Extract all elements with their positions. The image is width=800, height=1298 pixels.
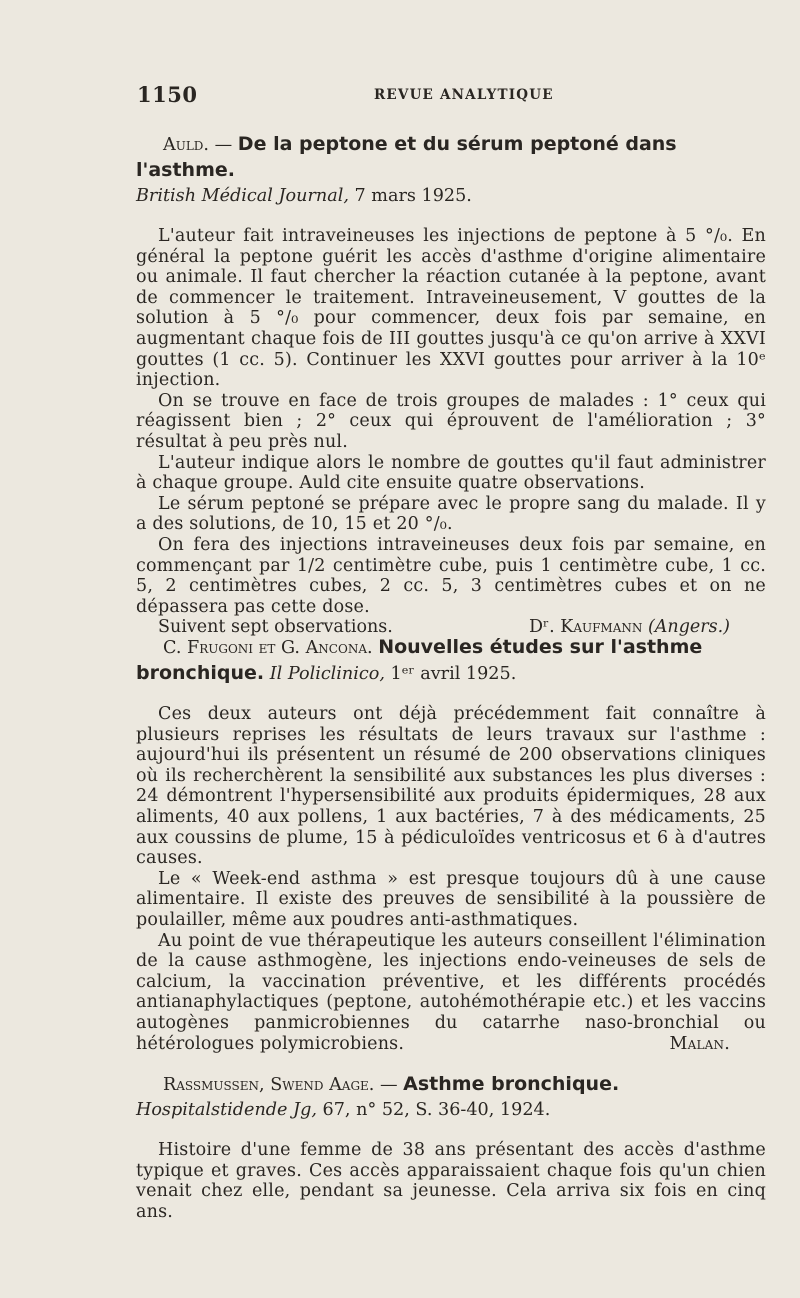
article-frugoni [136,635,766,1055]
page-number: 1150 [137,82,198,107]
signature-name: Dʳ. Kaufmann [529,617,643,638]
signature-name: Malan. [669,1034,730,1055]
article-date: 67, n° 52, S. 36-40, 1924. [322,1100,551,1120]
article-journal: Hospitalstidende Jg, [136,1100,317,1120]
article-paragraph: L'auteur fait intraveineuses les injections de peptone à 5 °/₀. En général la peptone guérit les accès d'asthme d'origine alimentaire ou animale. Il faut chercher la réaction cutanée à la peptone, avant de commencer le traitement. Intraveineusement, V gouttes de la solution à 5 °/₀ pour commencer, deux fois par semaine, en augmentant chaque fois de III gouttes jusqu'à ce qu'on arrive à XXVI gouttes (1 cc. 5). Continuer les XXVI gouttes pour arriver à la 10ᵉ injection. [136,226,766,391]
article-paragraph: Le sérum peptoné se prépare avec le propre sang du malade. Il y a des solutions, de 10, 15 et 20 °/₀. [136,493,766,535]
article-paragraph: Ces deux auteurs ont déjà précédemment fait connaître à plusieurs reprises les résultats de leurs travaux sur l'asthme : aujourd'hui ils présentent un résumé de 200 observations cliniques où ils recherchèrent la sensibilité aux substances les plus diverses : 24 démontrent l'hypersensibilité aux produits épidermiques, 28 aux aliments, 40 aux pollens, 1 aux bactéries, 7 à des médicaments, 25 aux coussins de plume, 15 à pédiculoïdes ventricosus et 6 à d'autres causes. [136,704,766,869]
article-date: 7 mars 1925. [354,186,472,206]
article-closing: Suivent sept observations. [158,617,393,638]
article-author: Rassmussen, Swend Aage. [163,1075,375,1095]
page-header [137,82,760,112]
article-auld [136,132,766,638]
article-author: C. Frugoni et G. Ancona. [163,638,373,658]
running-title: REVUE ANALYTIQUE [374,87,554,103]
article-journal: Il Policlinico, [269,664,385,684]
article-title: Nouvelles études sur l'asthme bronchique. [136,636,703,684]
article-paragraph: On se trouve en face de trois groupes de malades : 1° ceux qui réagissent bien ; 2° ceux qui éprouvent de l'amélioration ; 3° résultat à peu près nul. [136,390,766,452]
article-heading [136,635,766,687]
article-heading: Auld. — De la peptone et du sérum peptoné dans l'asthme. British Médical Journal, 7 mars 1925. [136,133,677,206]
signature-city: (Angers.) [647,617,730,638]
article-paragraph: Au point de vue thérapeutique les auteurs conseillent l'élimination de la cause asthmogène, les injections endo-veineuses de sels de calcium, la vaccination préventive, et les différents procédés antianaphylactiques (peptone, autohémothérapie etc.) et les vaccins autogènes panmicrobiennes du catarrhe naso-bronchial ou hétérologues polymicrobiens. [136,930,766,1054]
article-paragraph: L'auteur indique alors le nombre de gouttes qu'il faut administrer à chaque groupe. Auld cite ensuite quatre observations. [136,452,766,494]
article-author: Auld [163,135,204,155]
article-title: De la peptone et du sérum peptoné dans l'asthme. [136,133,677,181]
article-journal: British Médical Journal, [136,186,349,206]
article-paragraph: Le « Week-end asthma » est presque toujours dû à une cause alimentaire. Il existe des preuves de sensibilité à la poussière de poulailler, même aux poudres anti-asthmatiques. [136,868,766,930]
article-date: 1ᵉʳ avril 1925. [390,664,517,684]
article-paragraph: On fera des injections intraveineuses deux fois par semaine, en commençant par 1/2 centimètre cube, puis 1 centimètre cube, 1 cc. 5, 2 centimètres cubes, 2 cc. 5, 3 centimètres cubes et on ne dépassera pas cette dose. [136,534,766,617]
article-rassmussen [136,1072,766,1222]
article-heading: Rassmussen, Swend Aage. — Asthme bronchique. Hospitalstidende Jg, 67, n° 52, S. 36-40, 1924. [136,1073,620,1120]
article-paragraph: Histoire d'une femme de 38 ans présentant des accès d'asthme typique et graves. Ces accès apparaissaient chaque fois qu'un chien venait chez elle, pendant sa jeunesse. Cela arriva six fois en cinq ans. [136,1140,766,1222]
article-title: Asthme bronchique. [403,1073,620,1095]
